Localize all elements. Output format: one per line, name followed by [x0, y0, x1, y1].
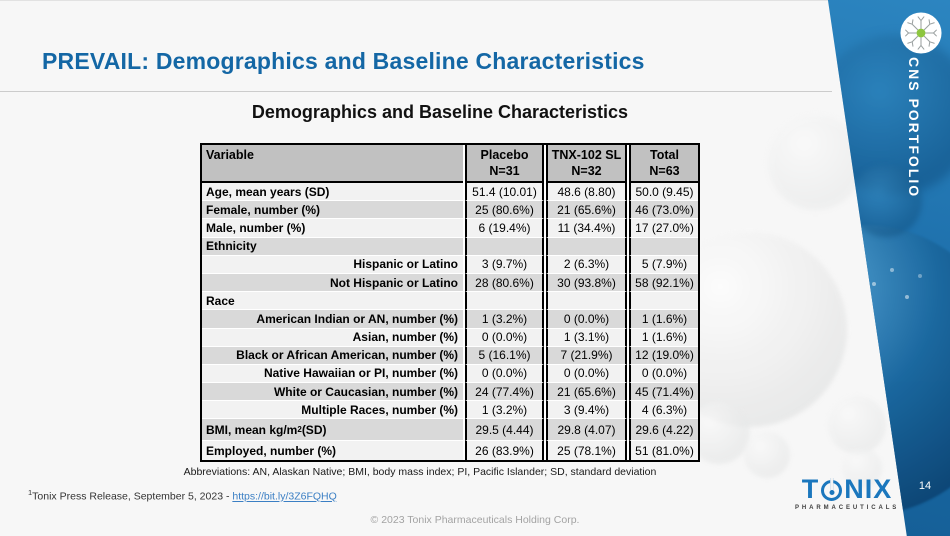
table-cell-value: 30 (93.8%) [546, 274, 627, 292]
table-cell-value: 26 (83.9%) [465, 441, 544, 459]
tonix-wordmark [795, 476, 899, 503]
table-cell-value [546, 292, 627, 310]
row-label [202, 274, 463, 292]
table-row [202, 256, 698, 274]
copyright-footer: © 2023 Tonix Pharmaceuticals Holding Corp. [370, 514, 580, 526]
table-cell-value: 45 (71.4%) [629, 383, 698, 401]
power-o-icon [821, 480, 842, 501]
table-cell-value: 1 (3.2%) [465, 310, 544, 328]
table-cell-value: 21 (65.6%) [546, 383, 627, 401]
table-header-row [202, 145, 698, 183]
demographics-table [200, 143, 700, 462]
table-row [202, 310, 698, 328]
row-label-text: Native Hawaiian or PI, number (%) [263, 366, 458, 381]
row-label [202, 201, 463, 219]
table-cell-value [629, 238, 698, 256]
table-cell-value: 7 (21.9%) [546, 347, 627, 365]
row-label [202, 365, 463, 383]
section-label [202, 238, 463, 256]
column-header-label: Placebo [480, 148, 529, 162]
table-cell-value [629, 292, 698, 310]
row-label-text: Ethnicity [206, 239, 257, 254]
table-row [202, 219, 698, 237]
column-header-n: N=31 [489, 164, 520, 178]
table-cell-value: 1 (1.6%) [629, 329, 698, 347]
table-cell-value: 58 (92.1%) [629, 274, 698, 292]
molecule-photo-light [828, 396, 886, 454]
table-cell-value: 51 (81.0%) [629, 441, 698, 459]
row-label-text: Age, mean years (SD) [206, 184, 330, 199]
row-label-text: Asian, number (%) [352, 330, 458, 345]
table-row [202, 441, 698, 459]
row-label-text: Multiple Races, number (%) [301, 402, 458, 417]
row-label [202, 347, 463, 365]
neuron-icon [899, 11, 943, 55]
table-cell-value: 0 (0.0%) [546, 365, 627, 383]
column-header [546, 145, 627, 183]
section-label [202, 292, 463, 310]
table-cell-value [546, 238, 627, 256]
row-label-text: Not Hispanic or Latino [329, 275, 458, 290]
table-row [202, 201, 698, 219]
table-row [202, 365, 698, 383]
row-label-text: American Indian or AN, number (%) [256, 311, 458, 326]
table-cell-value: 0 (0.0%) [546, 310, 627, 328]
table-cell-value: 25 (78.1%) [546, 441, 627, 459]
cns-portfolio-label: CNS PORTFOLIO [906, 57, 922, 199]
column-header [202, 145, 463, 183]
table-cell-value: 29.6 (4.22) [629, 419, 698, 441]
footnote-superscript: 1 [28, 488, 33, 497]
table-cell-value: 3 (9.4%) [546, 401, 627, 419]
column-header [629, 145, 698, 183]
row-label-text: Employed, number (%) [206, 443, 337, 458]
slide-title: PREVAIL: Demographics and Baseline Characteristics [42, 48, 645, 74]
page-number: 14 [918, 480, 932, 492]
table-cell-value [465, 238, 544, 256]
column-header-n: N=63 [649, 164, 680, 178]
table-cell-value: 46 (73.0%) [629, 201, 698, 219]
table-cell-value: 17 (27.0%) [629, 219, 698, 237]
row-label-text: Female, number (%) [206, 202, 321, 217]
table-row [202, 383, 698, 401]
slide-top-edge [0, 0, 950, 1]
title-divider [0, 91, 832, 92]
abbreviations-note: Abbreviations: AN, Alaskan Native; BMI, body mass index; PI, Pacific Islander; SD, standard deviation [183, 466, 657, 478]
row-label [202, 256, 463, 274]
table-row [202, 419, 698, 441]
row-label [202, 310, 463, 328]
table-cell-value: 29.8 (4.07) [546, 419, 627, 441]
table-cell-value: 24 (77.4%) [465, 383, 544, 401]
table-cell-value: 1 (1.6%) [629, 310, 698, 328]
table-row [202, 292, 698, 310]
table-row [202, 329, 698, 347]
table-cell-value: 12 (19.0%) [629, 347, 698, 365]
column-header-label: TNX-102 SL [551, 148, 622, 162]
row-label [202, 183, 463, 201]
row-label: BMI, mean kg/m 2 (SD) [202, 419, 463, 441]
table-row [202, 274, 698, 292]
table-cell-value: 21 (65.6%) [546, 201, 627, 219]
table-cell-value: 4 (6.3%) [629, 401, 698, 419]
logo-text-pre: T [801, 474, 820, 504]
row-label [202, 441, 463, 459]
row-label-text: (SD) [301, 422, 327, 437]
column-header-label: Total [650, 148, 679, 162]
table-cell-value: 1 (3.2%) [465, 401, 544, 419]
table-cell-value: 48.6 (8.80) [546, 183, 627, 201]
tonix-subtitle: PHARMACEUTICALS [795, 505, 900, 511]
tonix-logo [795, 476, 899, 511]
table-cell-value: 3 (9.7%) [465, 256, 544, 274]
table-row [202, 183, 698, 201]
table-cell-value: 1 (3.1%) [546, 329, 627, 347]
row-label-text: Black or African American, number (%) [236, 348, 458, 363]
row-label-text: Male, number (%) [206, 220, 306, 235]
table-cell-value: 0 (0.0%) [465, 365, 544, 383]
row-label [202, 329, 463, 347]
row-label-text: White or Caucasian, number (%) [273, 384, 458, 399]
table-cell-value: 29.5 (4.44) [465, 419, 544, 441]
table-cell-value: 2 (6.3%) [546, 256, 627, 274]
table-cell-value: 50.0 (9.45) [629, 183, 698, 201]
column-header [465, 145, 544, 183]
table-cell-value: 25 (80.6%) [465, 201, 544, 219]
table-cell-value: 28 (80.6%) [465, 274, 544, 292]
row-label-text: BMI, mean kg/m [206, 422, 298, 437]
column-header-n: N=32 [571, 164, 602, 178]
bubbles-decoration [858, 262, 862, 266]
press-release-link[interactable]: https://bit.ly/3Z6FQHQ [232, 490, 337, 503]
table-cell-value: 0 (0.0%) [629, 365, 698, 383]
table-cell-value: 0 (0.0%) [465, 329, 544, 347]
row-label-text: Hispanic or Latino [353, 257, 458, 272]
table-row [202, 401, 698, 419]
footnote-text: Tonix Press Release, September 5, 2023 - [32, 490, 233, 503]
column-header-label: Variable [206, 148, 254, 162]
molecule-photo-light [744, 432, 790, 478]
row-label [202, 383, 463, 401]
row-label-text: Race [206, 293, 235, 308]
table-row [202, 347, 698, 365]
table-row [202, 238, 698, 256]
table-cell-value: 51.4 (10.01) [465, 183, 544, 201]
table-cell-value: 5 (7.9%) [629, 256, 698, 274]
table-cell-value: 6 (19.4%) [465, 219, 544, 237]
footnote [28, 488, 337, 503]
table-cell-value: 11 (34.4%) [546, 219, 627, 237]
table-title: Demographics and Baseline Characteristics [251, 102, 629, 122]
table-cell-value [465, 292, 544, 310]
row-label [202, 219, 463, 237]
row-label [202, 401, 463, 419]
table-cell-value: 5 (16.1%) [465, 347, 544, 365]
logo-text-post: NIX [844, 474, 893, 504]
